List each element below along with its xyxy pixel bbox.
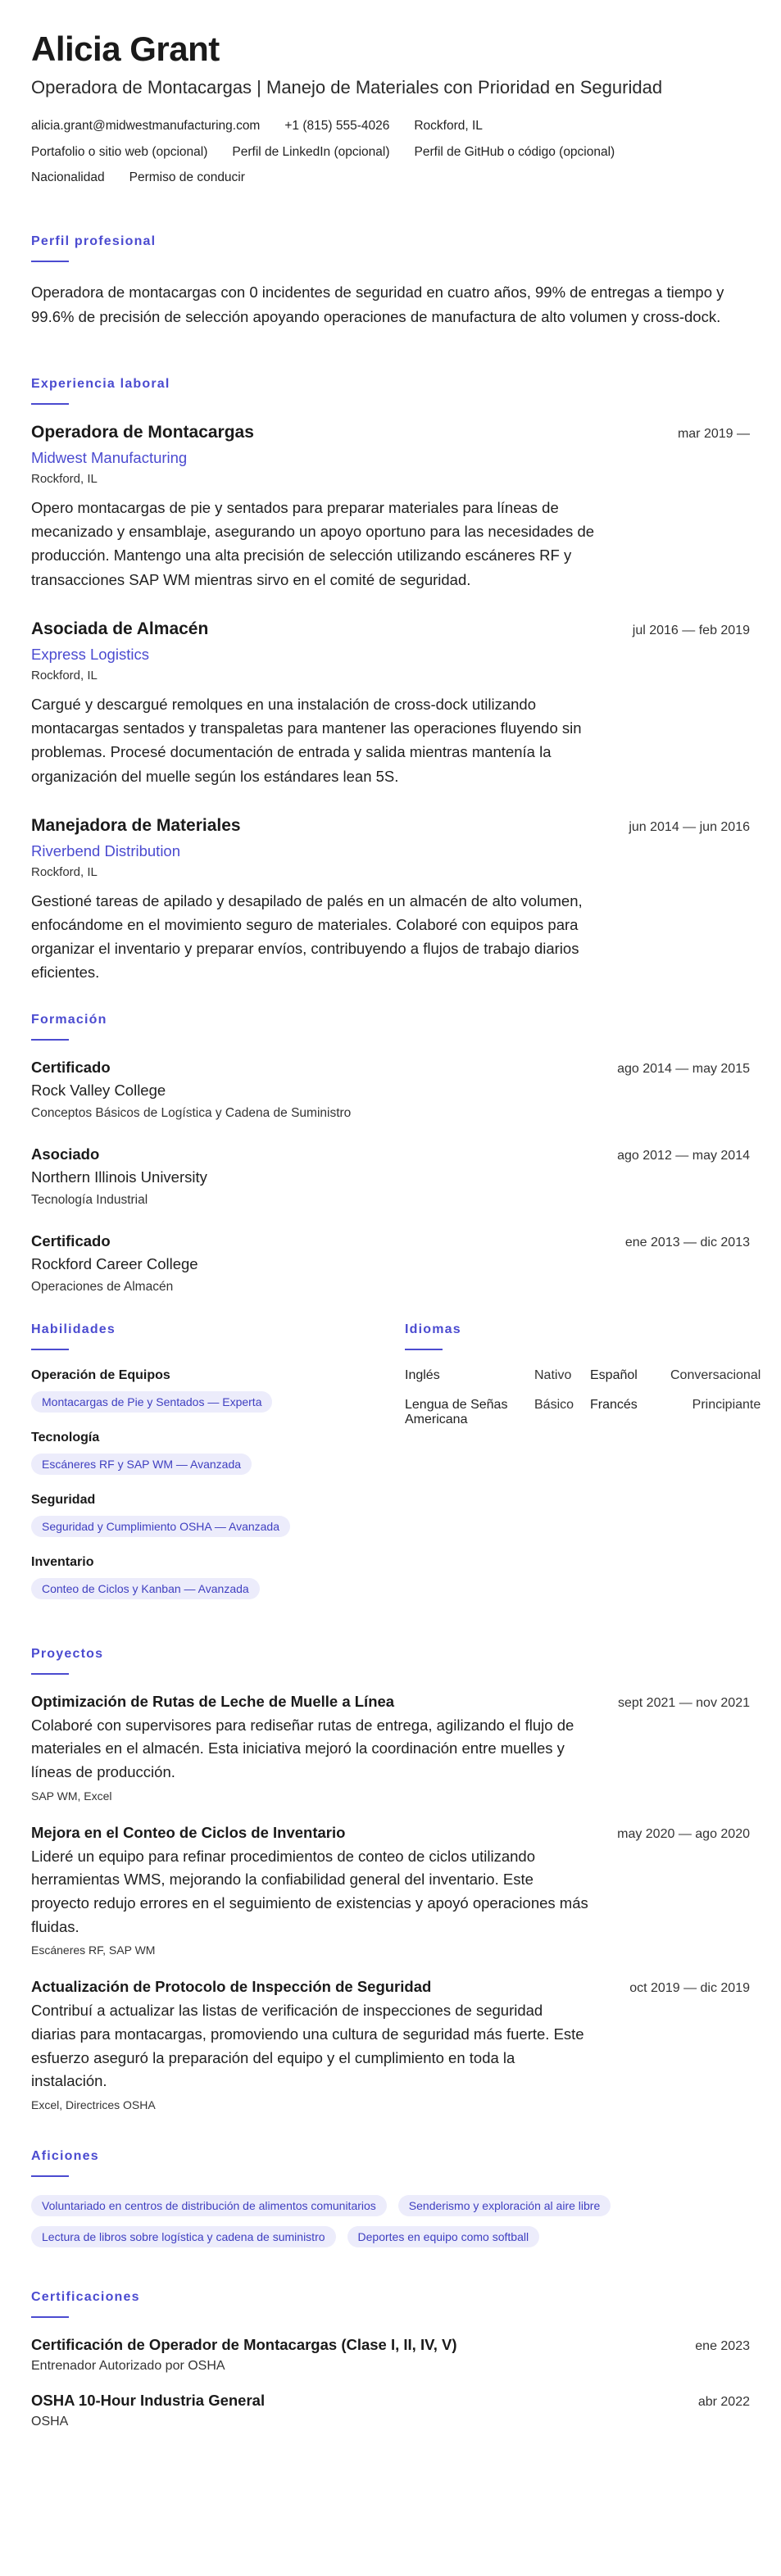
project-description: Contribuí a actualizar las listas de verificación de inspecciones de seguridad diarias para montacargas, promoviendo una cultura de seguridad más fuerte. Este esfuerzo aseguró la preparación del equipo y el cumplimiento en toda la instalación. — [31, 2002, 584, 2090]
hobby-chip: Lectura de libros sobre logística y cadena de suministro — [31, 2226, 336, 2247]
education-entry — [31, 1145, 750, 1208]
certifications-title: Certificaciones — [31, 2290, 140, 2304]
skill-group — [31, 1368, 405, 1413]
certification-entry — [31, 2336, 750, 2374]
job-dates: jul 2016 — feb 2019 — [632, 623, 750, 637]
education-dates: ago 2012 — may 2014 — [617, 1148, 750, 1163]
job-location: Rockford, IL — [31, 864, 98, 879]
project-tech: SAP WM, Excel — [31, 1789, 112, 1803]
language-level: Principiante — [692, 1397, 761, 1412]
job-title: Manejadora de Materiales — [31, 815, 241, 835]
education-school: Rockford Career College — [31, 1254, 198, 1272]
skill-chip: Seguridad y Cumplimiento OSHA — Avanzada — [31, 1516, 290, 1537]
section-divider — [405, 1349, 443, 1350]
education-section — [31, 1013, 750, 1295]
job-description: Gestioné tareas de apilado y desapilado de palés en un almacén de alto volumen, enfocándome en el movimiento seguro de materiales. Colaboré con equipos para organizar el inventario y preparar envíos, contribuyendo a flujos de trabajo diarios eficientes. — [31, 891, 583, 982]
hobby-chip: Voluntariado en centros de distribución de alimentos comunitarios — [31, 2195, 387, 2216]
skill-chip: Conteo de Ciclos y Kanban — Avanzada — [31, 1578, 260, 1599]
hobbies-list — [31, 2195, 687, 2247]
job-location: Rockford, IL — [31, 471, 98, 486]
education-dates: ene 2013 — dic 2013 — [624, 1235, 750, 1249]
project-dates: sept 2021 — nov 2021 — [617, 1695, 750, 1710]
job-title: Operadora de Montacargas — [31, 422, 254, 442]
job-dates: mar 2019 — — [677, 426, 750, 441]
skill-group — [31, 1493, 405, 1537]
project-tech: Excel, Directrices OSHA — [31, 2098, 156, 2111]
education-field: Tecnología Industrial — [31, 1192, 148, 1207]
language-name: Francés — [590, 1397, 638, 1412]
experience-section — [31, 377, 750, 985]
languages-section — [405, 1322, 761, 1617]
contact-row-personal — [31, 168, 750, 187]
skill-chip: Escáneres RF y SAP WM — Avanzada — [31, 1454, 252, 1475]
project-title: Mejora en el Conteo de Ciclos de Inventario — [31, 1823, 346, 1841]
driving-license: Permiso de conducir — [129, 170, 245, 184]
hobbies-title: Aficiones — [31, 2149, 99, 2163]
skill-category: Inventario — [31, 1554, 94, 1569]
education-dates: ago 2014 — may 2015 — [617, 1061, 750, 1076]
job-dates: jun 2014 — jun 2016 — [629, 819, 750, 834]
education-field: Operaciones de Almacén — [31, 1279, 174, 1294]
certification-entry — [31, 2392, 750, 2429]
contact-row-links — [31, 143, 750, 161]
education-degree: Asociado — [31, 1145, 100, 1163]
job-entry — [31, 423, 750, 592]
languages-title: Idiomas — [405, 1322, 461, 1336]
project-entry — [31, 1978, 750, 2111]
experience-title: Experiencia laboral — [31, 376, 170, 391]
language-name: Lengua de Señas Americana — [405, 1397, 508, 1426]
project-entry — [31, 1693, 750, 1803]
skill-chip: Montacargas de Pie y Sentados — Experta — [31, 1391, 272, 1413]
skill-category: Operación de Equipos — [31, 1367, 170, 1382]
section-divider — [31, 1673, 69, 1675]
skills-title: Habilidades — [31, 1322, 116, 1336]
section-divider — [31, 1039, 69, 1041]
portfolio-link[interactable]: Portafolio o sitio web (opcional) — [31, 144, 208, 159]
language-name: Inglés — [405, 1367, 440, 1382]
section-divider — [31, 261, 69, 262]
certification-date: ene 2023 — [695, 2339, 750, 2353]
language-level: Conversacional — [670, 1367, 761, 1382]
project-description: Colaboré con supervisores para rediseñar rutas de entrega, agilizando el flujo de materiales en el almacén. Esta iniciativa mejoró la coordinación entre muelles y líneas de producción. — [31, 1716, 574, 1780]
job-entry — [31, 619, 750, 788]
project-dates: may 2020 — ago 2020 — [617, 1826, 750, 1841]
education-school: Northern Illinois University — [31, 1168, 207, 1186]
job-entry — [31, 816, 750, 985]
education-degree: Certificado — [31, 1231, 111, 1249]
section-divider — [31, 2175, 69, 2177]
skill-category: Seguridad — [31, 1492, 96, 1507]
certification-issuer: OSHA — [31, 2415, 69, 2429]
contact-row-primary — [31, 116, 750, 135]
job-description: Cargué y descargué remolques en una instalación de cross-dock utilizando montacargas sentados y transpaletas para mantener las operaciones fluyendo sin problemas. Procesé documentación de entrada y salida mientras mantenía la organización del muelle según los estándares lean 5S. — [31, 695, 582, 785]
projects-section — [31, 1647, 750, 2111]
contact-location: Rockford, IL — [414, 119, 483, 134]
candidate-headline: Operadora de Montacargas | Manejo de Materiales con Prioridad en Seguridad — [31, 77, 663, 98]
skill-category: Tecnología — [31, 1430, 100, 1444]
summary-text: Operadora de montacargas con 0 incidentes de seguridad en cuatro años, 99% de entregas a tiempo y 99.6% de precisión de selección apoyando operaciones de manufactura de alto volumen y cross-dock. — [31, 283, 724, 326]
certification-date: abr 2022 — [697, 2395, 750, 2409]
hobby-chip: Senderismo y exploración al aire libre — [398, 2195, 611, 2216]
skill-group — [31, 1555, 405, 1599]
education-entry — [31, 1059, 750, 1121]
candidate-name: Alicia Grant — [31, 29, 220, 68]
section-divider — [31, 1349, 69, 1350]
skill-group — [31, 1431, 405, 1475]
language-name: Español — [590, 1367, 638, 1382]
nationality: Nacionalidad — [31, 170, 105, 184]
language-level: Nativo — [534, 1367, 572, 1382]
language-level: Básico — [534, 1397, 574, 1412]
project-entry — [31, 1824, 750, 1957]
job-company: Midwest Manufacturing — [31, 448, 188, 466]
summary-title: Perfil profesional — [31, 234, 157, 249]
resume-header — [31, 29, 750, 187]
languages-grid — [405, 1367, 761, 1427]
job-location: Rockford, IL — [31, 668, 98, 683]
certification-issuer: Entrenador Autorizado por OSHA — [31, 2359, 225, 2373]
project-dates: oct 2019 — dic 2019 — [629, 1981, 750, 1996]
hobby-chip: Deportes en equipo como softball — [347, 2226, 540, 2247]
certifications-section — [31, 2290, 750, 2429]
project-tech: Escáneres RF, SAP WM — [31, 1943, 156, 1957]
contact-phone[interactable]: +1 (815) 555-4026 — [284, 119, 390, 134]
github-link[interactable]: Perfil de GitHub o código (opcional) — [414, 144, 615, 159]
linkedin-link[interactable]: Perfil de LinkedIn (opcional) — [232, 144, 390, 159]
education-degree: Certificado — [31, 1058, 111, 1076]
job-description: Opero montacargas de pie y sentados para preparar materiales para líneas de mecanizado y ensamblaje, asegurando un apoyo oportuno para las necesidades de producción. Mantengo una alta precisión de selección utilizando escáneres RF y transacciones SAP WM mientras sirvo en el comité de seguridad. — [31, 498, 595, 588]
certification-name: Certificación de Operador de Montacargas (Clase I, II, IV, V) — [31, 2336, 457, 2353]
education-entry — [31, 1232, 750, 1295]
project-title: Actualización de Protocolo de Inspección de Seguridad — [31, 1978, 432, 1996]
job-title: Asociada de Almacén — [31, 619, 209, 638]
education-title: Formación — [31, 1012, 107, 1027]
certification-name: OSHA 10-Hour Industria General — [31, 2392, 266, 2409]
skills-section — [31, 1322, 405, 1617]
contact-email[interactable]: alicia.grant@midwestmanufacturing.com — [31, 119, 261, 134]
summary-section — [31, 234, 750, 329]
projects-title: Proyectos — [31, 1646, 104, 1661]
education-field: Conceptos Básicos de Logística y Cadena de Suministro — [31, 1105, 352, 1120]
project-description: Lideré un equipo para refinar procedimientos de conteo de ciclos utilizando herramientas WMS, mejorando la confiabilidad general del inventario. Este proyecto redujo errores en el seguimiento de existencias y apoyó operaciones más fluidas. — [31, 1847, 588, 1935]
skills-languages-row — [31, 1322, 761, 1617]
project-title: Optimización de Rutas de Leche de Muelle a Línea — [31, 1692, 395, 1710]
hobbies-section — [31, 2149, 750, 2247]
section-divider — [31, 403, 69, 405]
job-company: Express Logistics — [31, 645, 149, 663]
section-divider — [31, 2316, 69, 2318]
education-school: Rock Valley College — [31, 1081, 166, 1099]
job-company: Riverbend Distribution — [31, 841, 181, 859]
